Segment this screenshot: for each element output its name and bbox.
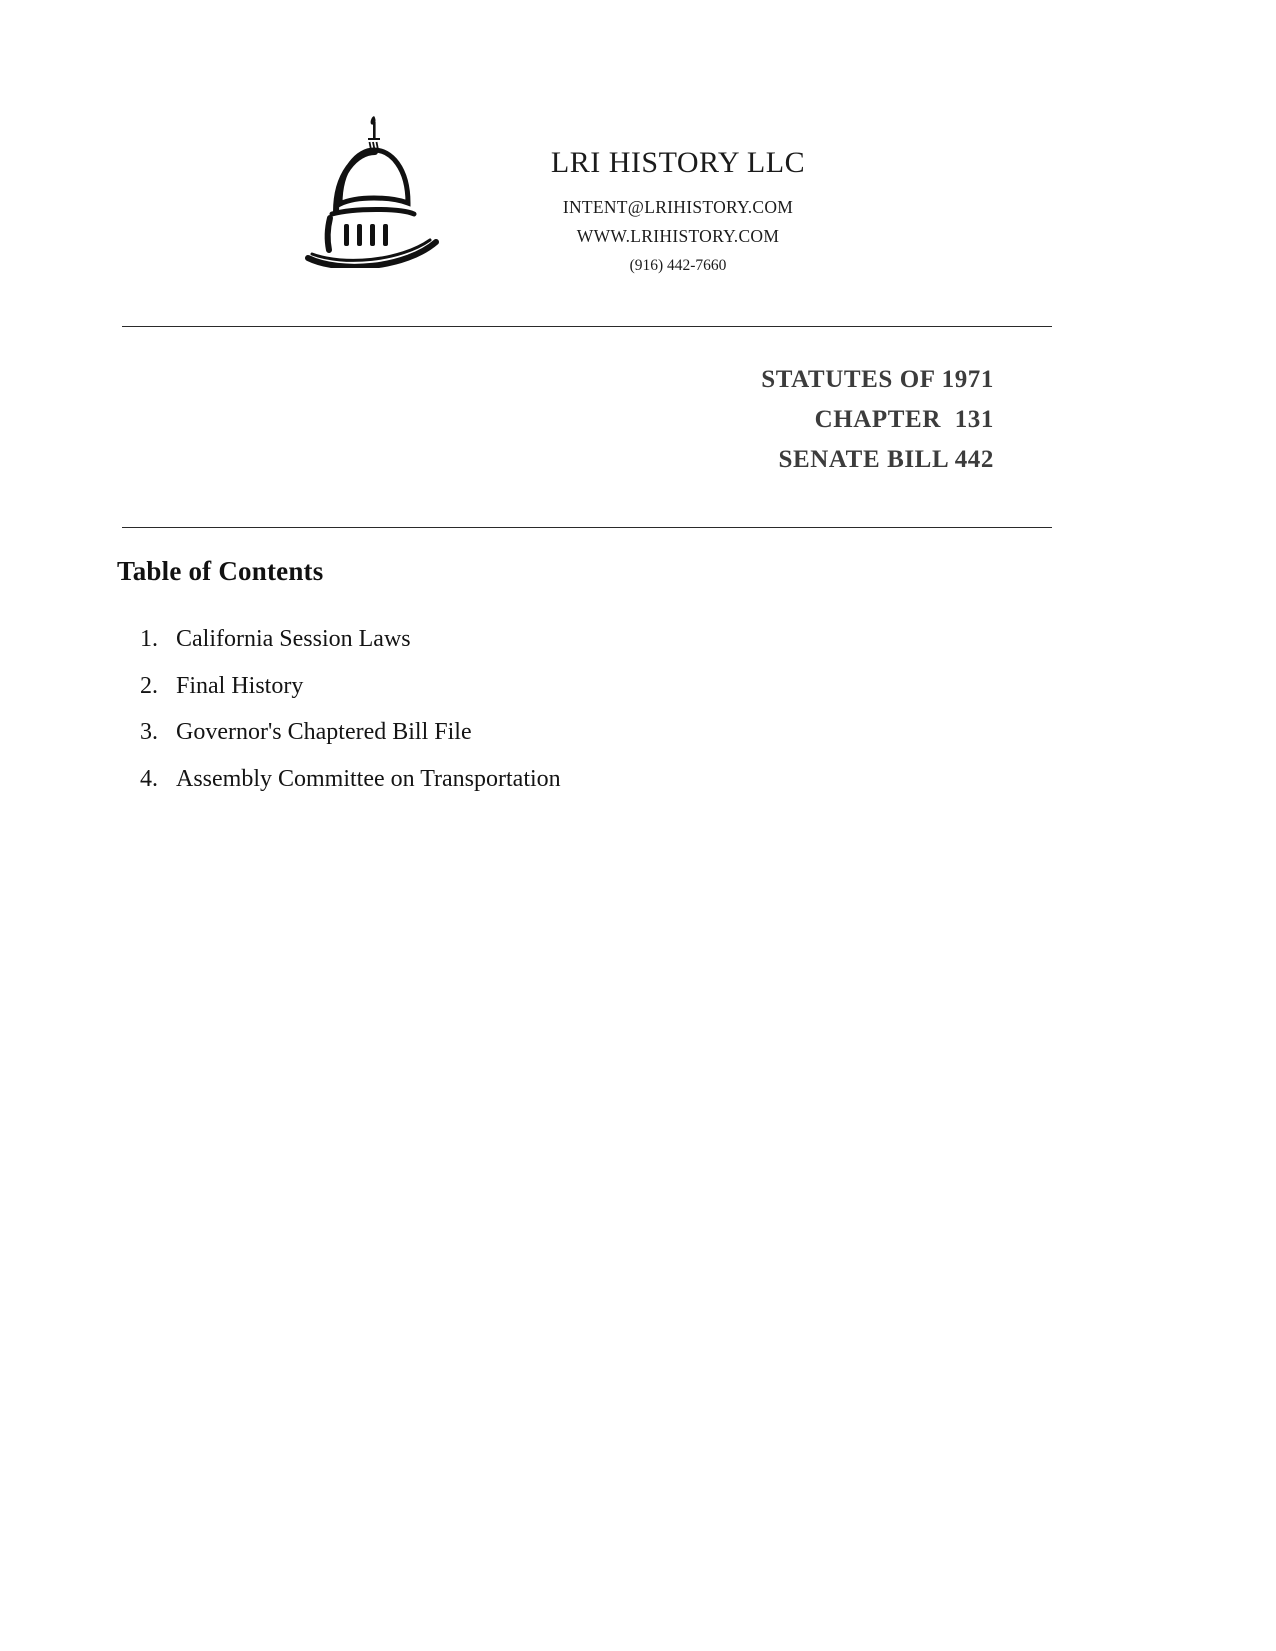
letterhead [0, 0, 1276, 280]
list-item-label: Final History [176, 672, 304, 699]
list-item-number: 4. [140, 765, 158, 792]
org-phone: (916) 442-7660 [629, 256, 727, 274]
divider-bottom [122, 527, 1052, 528]
list-item-number: 2. [140, 672, 158, 699]
document-title-block [122, 360, 994, 480]
list-item[interactable] [140, 663, 561, 710]
statutes-year: STATUTES OF 1971 [761, 366, 994, 393]
bill-number: SENATE BILL 442 [778, 446, 994, 473]
table-of-contents-heading: Table of Contents [117, 556, 324, 586]
chapter-number: CHAPTER 131 [814, 406, 994, 433]
list-item-label: Assembly Committee on Transportation [176, 765, 561, 792]
table-of-contents-list [140, 616, 561, 802]
org-name: LRI HISTORY LLC [550, 146, 806, 179]
list-item[interactable] [140, 616, 561, 663]
org-email: INTENT@LRIHISTORY.COM [562, 197, 794, 217]
list-item[interactable] [140, 709, 561, 756]
divider-top [122, 326, 1052, 327]
capitol-dome-icon [296, 108, 446, 268]
list-item[interactable] [140, 756, 561, 803]
list-item-label: California Session Laws [176, 626, 411, 652]
list-item-number: 3. [140, 719, 158, 745]
list-item-label: Governor's Chaptered Bill File [176, 719, 472, 745]
list-item-number: 1. [140, 626, 158, 652]
org-contact-block [478, 108, 878, 280]
org-website: WWW.LRIHISTORY.COM [576, 225, 780, 246]
